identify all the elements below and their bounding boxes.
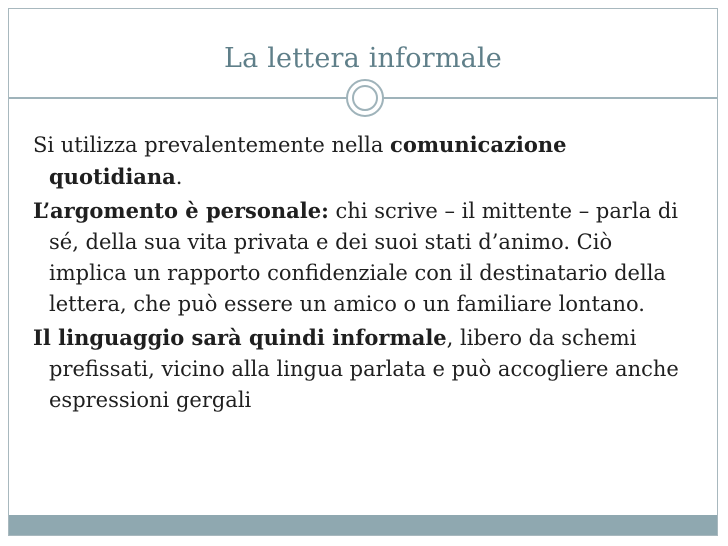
slide-body [33, 129, 688, 418]
paragraph-2-bold-1: L’argomento è personale: [33, 198, 329, 223]
paragraph-1 [33, 129, 688, 193]
inner-circle-icon [352, 85, 378, 111]
paragraph-1-text-2: . [175, 165, 183, 189]
circle-ornament-icon [346, 79, 384, 117]
footer-band [9, 515, 717, 535]
slide-title: La lettera informale [224, 43, 502, 74]
paragraph-1-text-1: Si utilizza prevalentemente nella [33, 133, 391, 157]
slide-frame [8, 8, 718, 536]
paragraph-1-bold-1: comunicazione quotidiana [49, 132, 567, 189]
paragraph-2-text-1: chi scrive – il mittente – parla di sé, della sua vita privata e dei suoi stati d’animo. Ciò implica un rapporto confidenziale con il destinatario della lettera, che può essere un amico o un familiare lontano. [49, 199, 679, 316]
paragraph-3 [33, 322, 688, 416]
paragraph-3-text-1: , libero da schemi prefissati, vicino alla lingua parlata e può accogliere anche espressioni gergali [49, 326, 679, 412]
paragraph-2 [33, 195, 688, 320]
paragraph-3-bold-1: Il linguaggio sarà quindi informale [33, 325, 447, 350]
